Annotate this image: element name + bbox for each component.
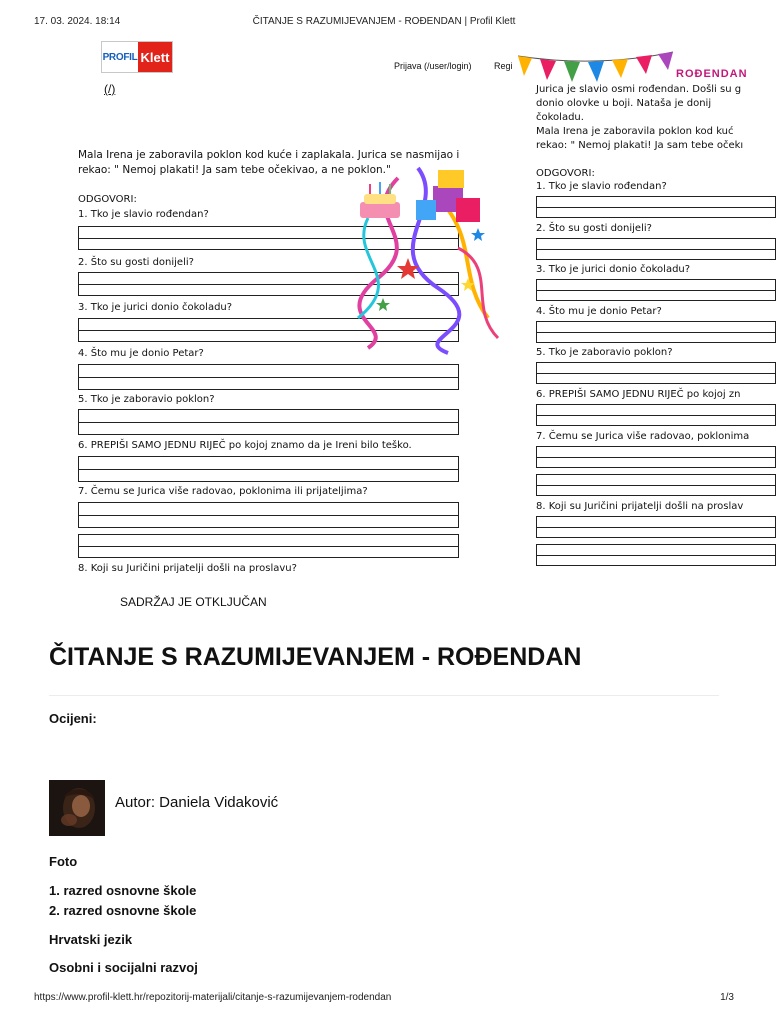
ws-right-answer-box-3 — [536, 279, 776, 301]
login-link[interactable]: Prijava (/user/login) — [394, 61, 472, 71]
ws-left-answer-box-7b — [78, 534, 459, 558]
profil-klett-logo[interactable] — [101, 41, 173, 73]
author-name[interactable]: Autor: Daniela Vidaković — [115, 794, 279, 811]
ws-right-answer-box-8b — [536, 544, 776, 566]
ws-right-question-3: 3. Tko je jurici donio čokoladu? — [536, 264, 691, 275]
content-unlocked-notice: SADRŽAJ JE OTKLJUČAN — [120, 595, 267, 609]
worksheet-image-right — [518, 48, 750, 573]
bunting-flags-illustration — [518, 48, 678, 88]
print-title: ČITANJE S RAZUMIJEVANJEM - ROĐENDAN | Profil Klett — [252, 16, 516, 27]
ws-right-question-2: 2. Što su gosti donijeli? — [536, 223, 652, 234]
material-type[interactable]: Foto — [49, 854, 78, 869]
print-date: 17. 03. 2024. 18:14 — [34, 16, 121, 27]
ws-right-answer-box-4 — [536, 321, 776, 343]
ws-left-question-7: 7. Čemu se Jurica više radovao, poklonima ili prijateljima? — [78, 486, 368, 497]
ws-right-story-line-5: rekao: " Nemoj plakati! Ja sam tebe očekı — [536, 140, 744, 151]
subject-tag[interactable]: Hrvatski jezik — [49, 932, 133, 947]
ws-left-story: Mala Irena je zaboravila poklon kod kuće i zaplakala. Jurica se nasmijao i rekao: " Nemoj plakati! Ja sam tebe očekivao, a ne poklon." — [78, 149, 460, 176]
ws-right-story-line-3: čokoladu. — [536, 112, 584, 123]
title-divider — [49, 695, 719, 696]
ws-left-question-3: 3. Tko je jurici donio čokoladu? — [78, 302, 233, 313]
worksheet-image-left — [48, 138, 520, 572]
grade-tag-1[interactable]: 1. razred osnovne škole — [49, 883, 197, 898]
ws-right-question-1: 1. Tko je slavio rođendan? — [536, 181, 667, 192]
party-decoration-illustration — [338, 158, 508, 358]
ws-left-question-2: 2. Što su gosti donijeli? — [78, 257, 194, 268]
ws-left-answer-box-6 — [78, 456, 459, 482]
ws-left-answer-box-7a — [78, 502, 459, 528]
ws-left-answer-box-4 — [78, 364, 459, 390]
ws-left-question-4: 4. Što mu je donio Petar? — [78, 348, 204, 359]
ws-right-story-line-4: Mala Irena je zaboravila poklon kod kuć — [536, 126, 734, 137]
print-page-number: 1/3 — [720, 992, 734, 1003]
topic-tag[interactable]: Osobni i socijalni razvoj — [49, 960, 198, 975]
ws-right-banner-title: ROĐENDAN — [676, 68, 748, 80]
print-url: https://www.profil-klett.hr/repozitorij-materijali/citanje-s-razumijevanjem-rodendan — [34, 992, 392, 1003]
ws-right-story-line-2: donio olovke u boji. Nataša je donij — [536, 98, 712, 109]
ws-right-answers-label: ODGOVORI: — [536, 168, 595, 179]
print-header — [34, 16, 734, 30]
ws-right-question-5: 5. Tko je zaboravio poklon? — [536, 347, 673, 358]
grade-tag-2[interactable]: 2. razred osnovne škole — [49, 903, 197, 918]
register-link[interactable]: Regi — [494, 61, 513, 71]
ws-right-answer-box-8a — [536, 516, 776, 538]
ws-right-answer-box-2 — [536, 238, 776, 260]
ws-right-answer-box-6 — [536, 404, 776, 426]
ws-left-question-6: 6. PREPIŠI SAMO JEDNU RIJEČ po kojoj znamo da je Ireni bilo teško. — [78, 440, 412, 451]
logo-profil: PROFIL — [102, 42, 138, 72]
ws-left-question-1: 1. Tko je slavio rođendan? — [78, 209, 209, 220]
rating-label: Ocijeni: — [49, 711, 97, 726]
author-avatar[interactable] — [49, 780, 105, 836]
logo-klett: Klett — [138, 42, 172, 72]
page-title: ČITANJE S RAZUMIJEVANJEM - ROĐENDAN — [49, 643, 582, 671]
ws-right-question-7: 7. Čemu se Jurica više radovao, poklonima — [536, 431, 750, 442]
print-footer — [34, 992, 734, 1006]
ws-right-answer-box-5 — [536, 362, 776, 384]
home-link[interactable]: (/) — [104, 82, 116, 96]
ws-right-answer-box-1 — [536, 196, 776, 218]
ws-right-question-8: 8. Koji su Juričini prijatelji došli na proslav — [536, 501, 744, 512]
ws-right-question-4: 4. Što mu je donio Petar? — [536, 306, 662, 317]
ws-right-question-6: 6. PREPIŠI SAMO JEDNU RIJEČ po kojoj zn — [536, 389, 741, 400]
ws-left-question-8: 8. Koji su Juričini prijatelji došli na proslavu? — [78, 563, 297, 574]
ws-left-answer-box-5 — [78, 409, 459, 435]
ws-right-answer-box-7a — [536, 446, 776, 468]
ws-right-answer-box-7b — [536, 474, 776, 496]
ws-left-answers-label: ODGOVORI: — [78, 194, 137, 205]
ws-right-story-line-1: Jurica je slavio osmi rođendan. Došli su g — [536, 84, 742, 95]
ws-left-question-5: 5. Tko je zaboravio poklon? — [78, 394, 215, 405]
author-avatar-photo — [49, 780, 105, 836]
